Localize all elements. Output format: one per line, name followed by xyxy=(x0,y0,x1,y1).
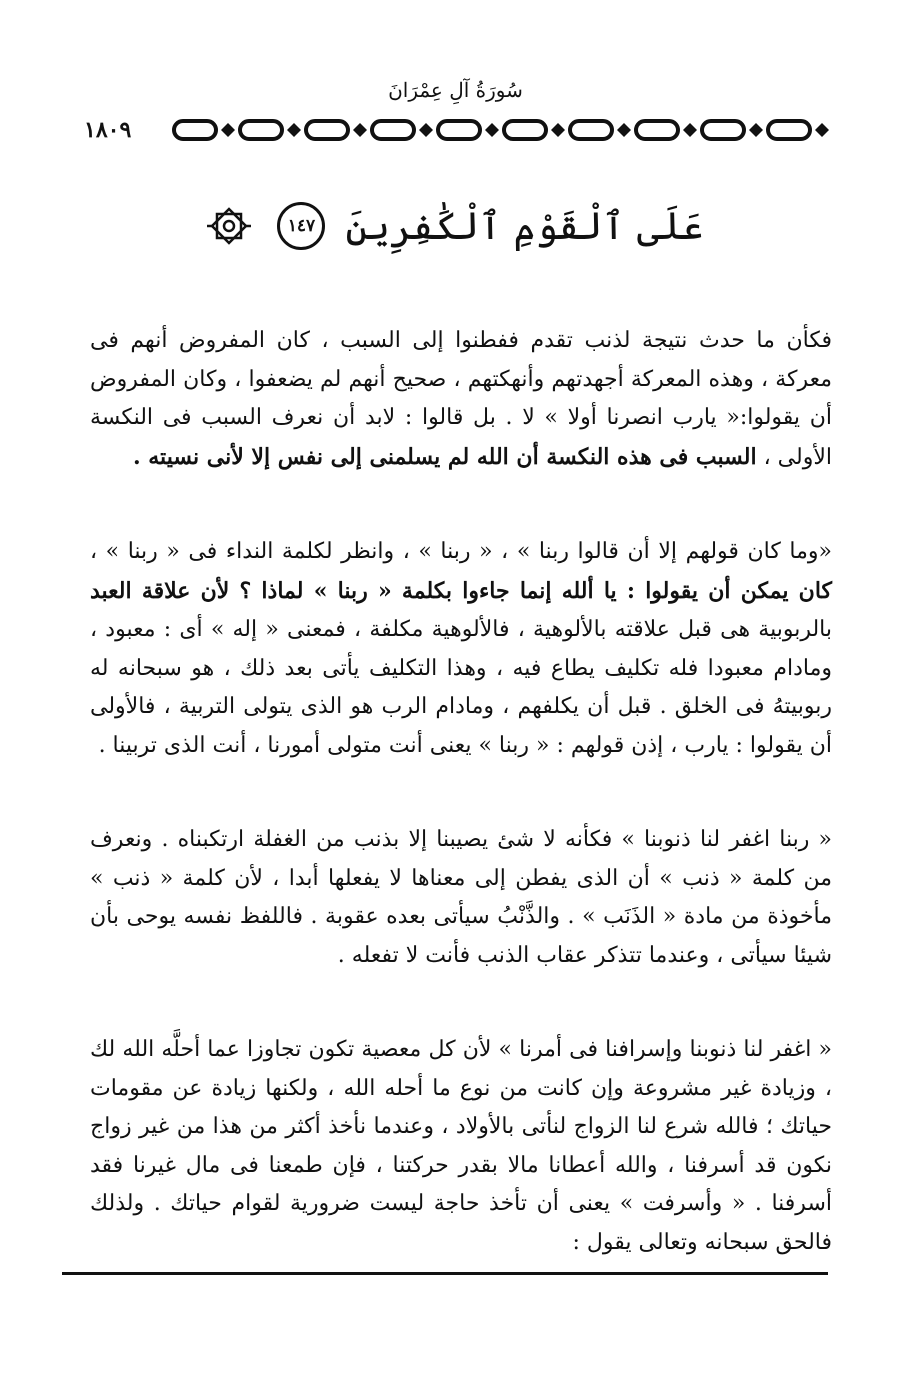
text-run-bold: كان يمكن أن يقولوا : يا ألله إنما جاءوا بكلمة « ربنا » لماذا ؟ لأن علاقة العبد xyxy=(90,577,832,604)
footer-rule xyxy=(62,1272,828,1275)
paragraph-1 xyxy=(90,322,832,477)
paragraph-4 xyxy=(90,1031,832,1262)
paragraph-2 xyxy=(90,533,832,765)
rub-el-hizb-icon xyxy=(207,206,251,246)
surah-title: سُورَةُ آلِ عِمْرَانَ xyxy=(388,78,523,102)
text-run: « اغفر لنا ذنوبنا وإسرافنا فى أمرنا » لأن كل معصية تكون تجاوزا عما أحلَّه الله لك ، وزيادة غير مشروعة وإن كانت من نوع ما أحله الله ، ولكنها زيادة عن مقومات حياتك ؛ فالله شرع لنا الزواج لنأتى بالأولاد ، وعندما نأخذ أكثر من هذا من غير زواج نكون قد أسرفنا ، والله أعطانا مالا بقدر حركتنا ، فإن طمعنا فى مال غيرنا فقد أسرفنا . « وأسرفت » يعنى أن تأخذ حاجة ليست ضرورية لقوام حياتك . ولذلك فالحق سبحانه وتعالى يقول : xyxy=(90,1037,832,1255)
text-run: فكأن ما حدث نتيجة لذنب تقدم ففطنوا إلى السبب ، كان المفروض أنهم فى معركة ، وهذه المعركة أجهدتهم وأنهكتهم ، صحيح أنهم لم يضعفوا ، وكان المفروض أن يقولوا:« يارب انصرنا أولا » لا . بل قالوا : لابد أن نعرف السبب فى النكسة الأولى ، xyxy=(90,328,832,470)
tafsir-body xyxy=(90,322,832,1262)
decorative-chain-border xyxy=(62,112,838,148)
verse-text: عَلَى ٱلْقَوْمِ ٱلْكَٰفِرِينَ xyxy=(345,203,704,248)
chain-ornament-icon xyxy=(62,112,838,148)
page-number: ١٨٠٩ xyxy=(62,112,133,148)
text-run: بالربوبية هى قبل علاقته بالألوهية ، فالألوهية مكلفة ، فمعنى « إله » أى : معبود ، ومادام معبودا فله تكليف يطاع فيه ، وهذا التكليف يأتى بعد ذلك ، هو سبحانه له ربوبيتهُ فى الخلق . قبل أن يكلفهم ، ومادام الرب هو الذى يتولى التربية ، فالأولى أن يقولوا : يارب ، إذن قولهم : « ربنا » يعنى أنت متولى أمورنا ، أنت الذى تربينا . xyxy=(90,617,833,758)
ayah-number-marker: ١٤٧ xyxy=(277,202,325,250)
text-run-bold: السبب فى هذه النكسة أن الله لم يسلمنى إلى نفس إلا لأنى نسيته . xyxy=(132,443,757,470)
paragraph-3 xyxy=(90,821,832,975)
text-run: « ربنا اغفر لنا ذنوبنا » فكأنه لا شئ يصيبنا إلا بذنب من الغفلة ارتكبناه . ونعرف من كلمة « ذنب » أن الذى يفطن إلى معناها لا يفعلها أبدا ، لأن كلمة « ذنب » مأخوذة من مادة « الذَنَب » . والذَّنْبُ سيأتى بعده عقوبة . فاللفظ نفسه يوحى بأن شيئا سيأتى ، وعندما تتذكر عقاب الذنب فأنت لا تفعله . xyxy=(90,827,832,968)
text-run: «وما كان قولهم إلا أن قالوا ربنا » ، « ربنا » ، وانظر لكلمة النداء فى « ربنا » ، xyxy=(90,539,832,564)
quran-verse xyxy=(0,192,911,256)
